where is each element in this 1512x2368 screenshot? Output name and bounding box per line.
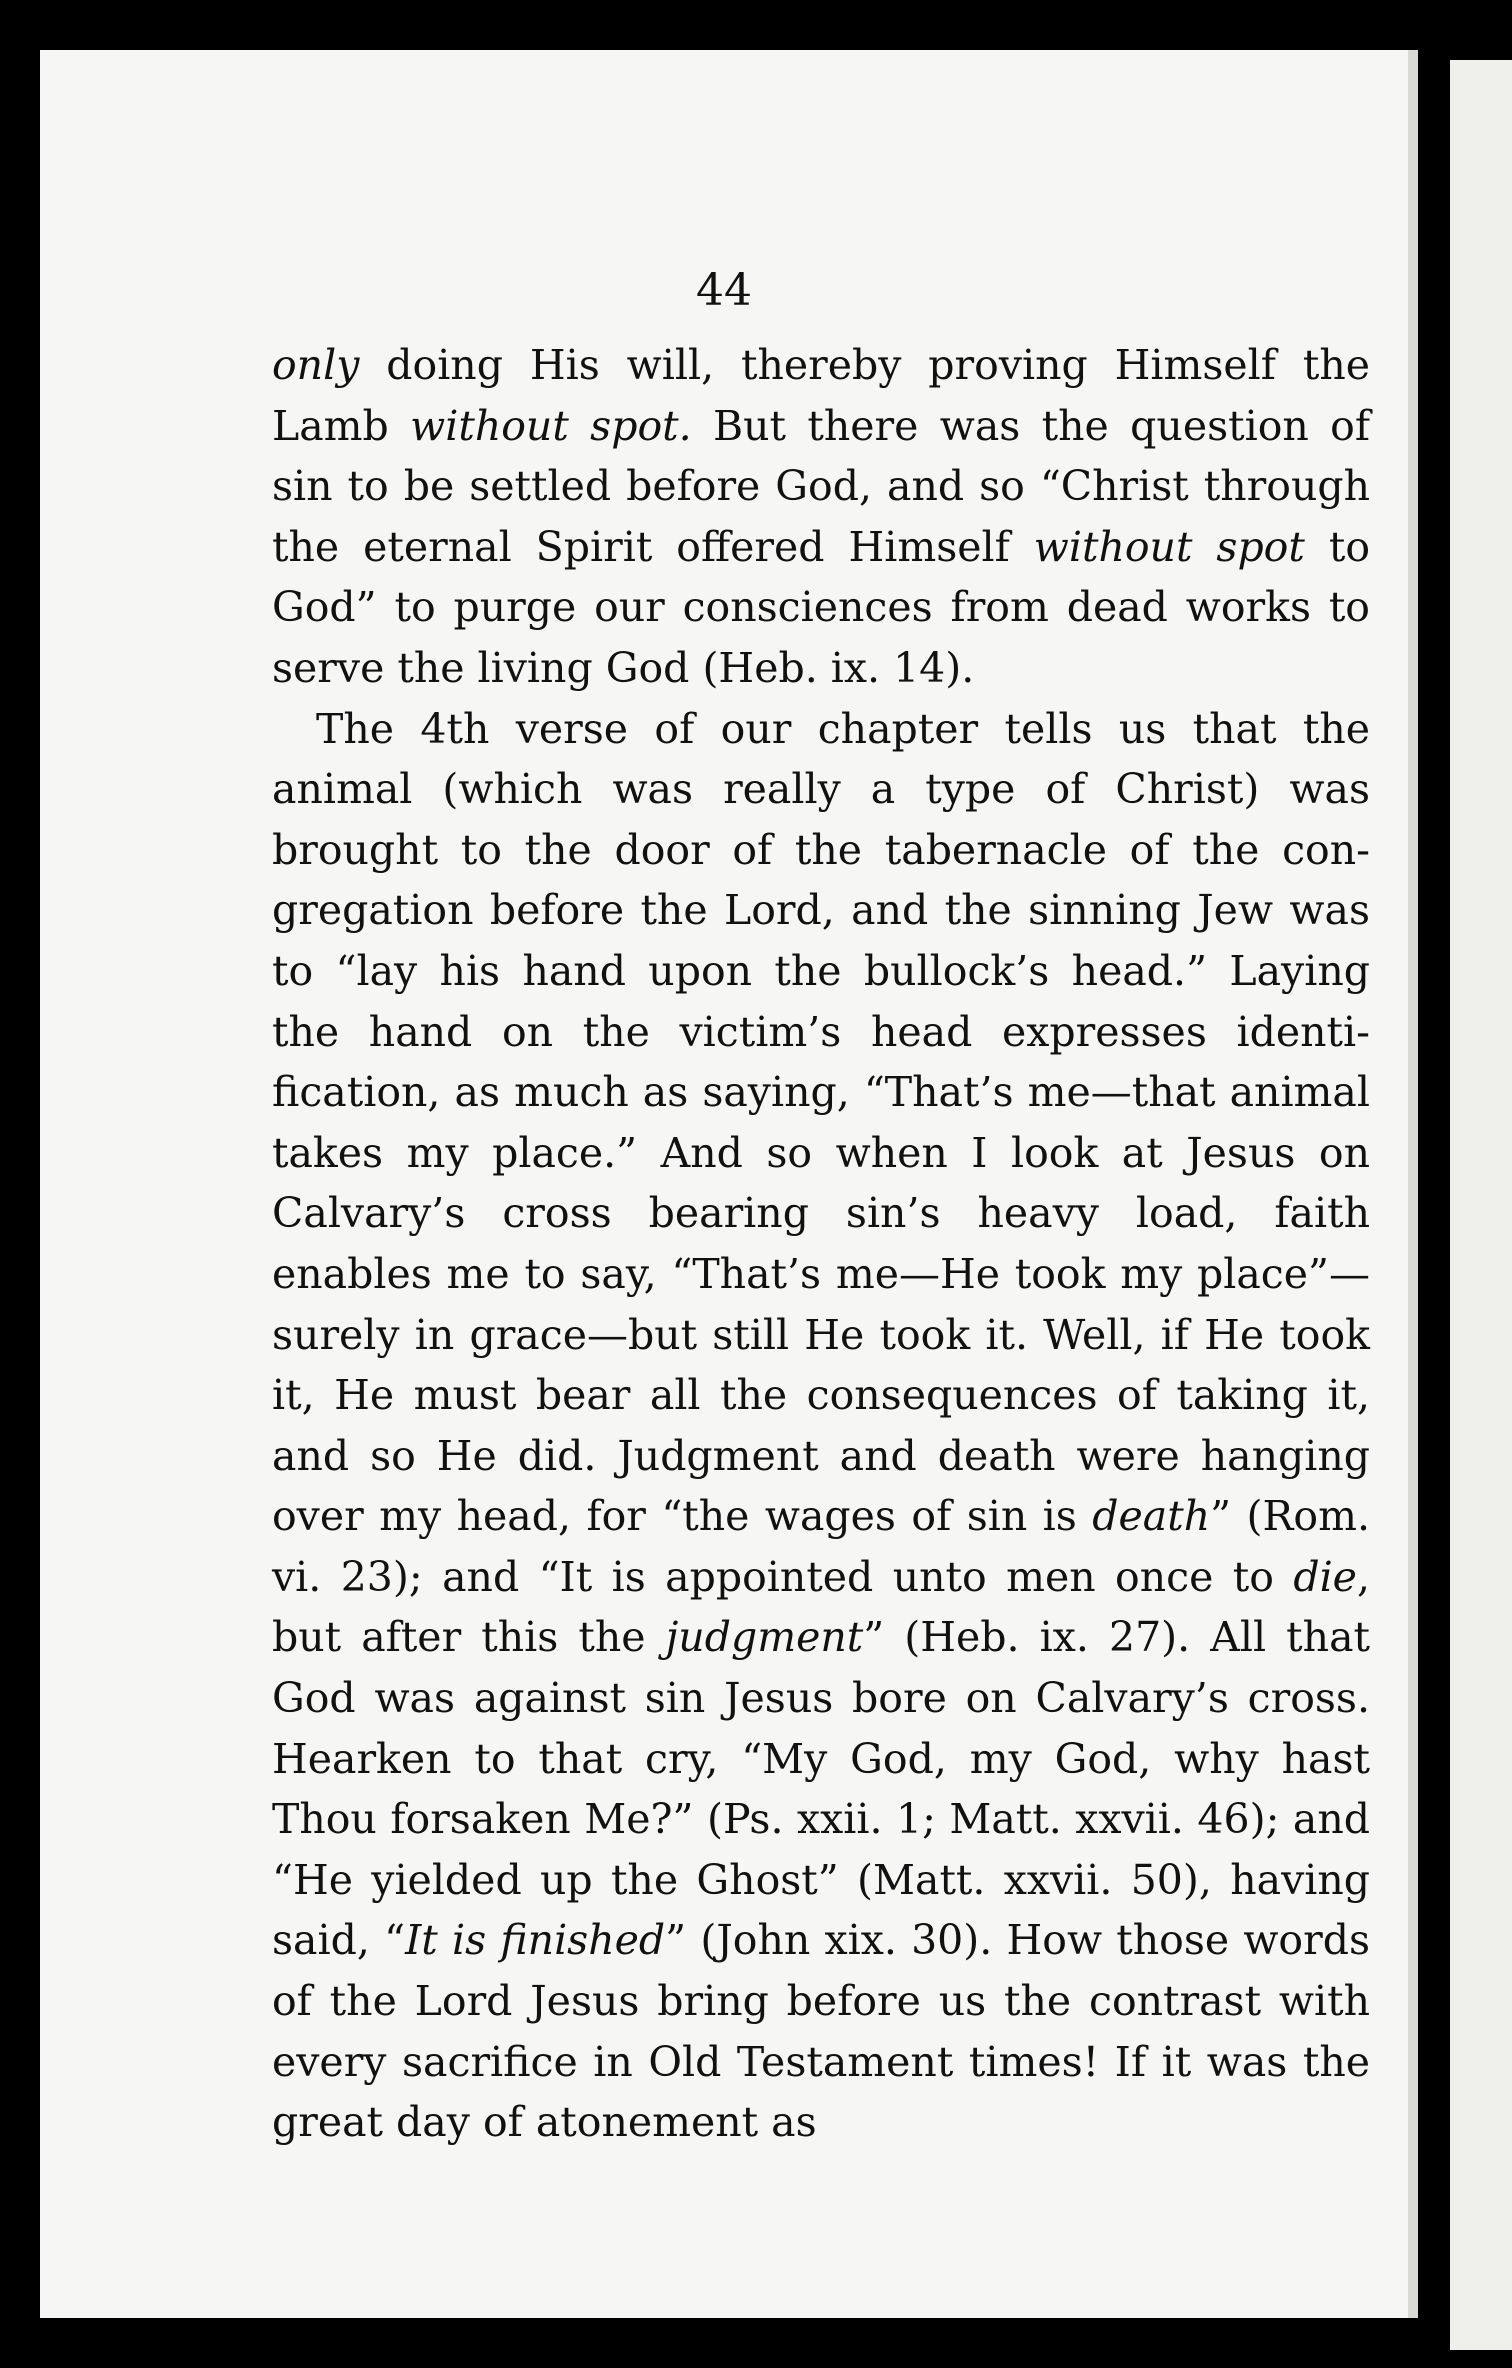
body-text [272, 335, 1370, 2153]
book-page [40, 50, 1418, 2318]
paragraph: only doing His will, thereby proving Himself the Lamb without spot. But there was the question of sin to be settled before God, and so “Christ through the eternal Spirit offered Himself without spot to God” to purge our consciences from dead works to serve the living God (Heb. ix. 14). [272, 341, 1371, 692]
paragraph: The 4th verse of our chapter tells us that the animal (which was really a type of Christ) was brought to the door of the tabernacle of the congregation before the Lord, and the sinning Jew was to “lay his hand upon the bullock’s head.” Laying the hand on the victim’s head expresses identification, as much as saying, “That’s me—that animal takes my place.” And so when I look at Jesus on Calvary’s cross bearing sin’s heavy load, faith enables me to say, “That’s me—He took my place”—surely in grace—but still He took it. Well, if He took it, He must bear all the consequences of taking it, and so He did. Judgment and death were hanging over my head, for “the wages of sin is death” (Rom. vi. 23); and “It is appointed unto men once to die, but after this the judgment” (Heb. ix. 27). All that God was against sin Jesus bore on Calvary’s cross. Hearken to that cry, “My God, my God, why hast Thou forsaken Me?” (Ps. xxii. 1; Matt. xxvii. 46); and “He yielded up the Ghost” (Matt. xxvii. 50), having said, “It is finished” (John xix. 30). How those words of the Lord Jesus bring before us the contrast with every sacrifice in Old Testament times! If it was the great day of atonement as [272, 704, 1371, 2147]
next-page-edge [1450, 60, 1512, 2350]
page-number: 44 [696, 265, 752, 316]
